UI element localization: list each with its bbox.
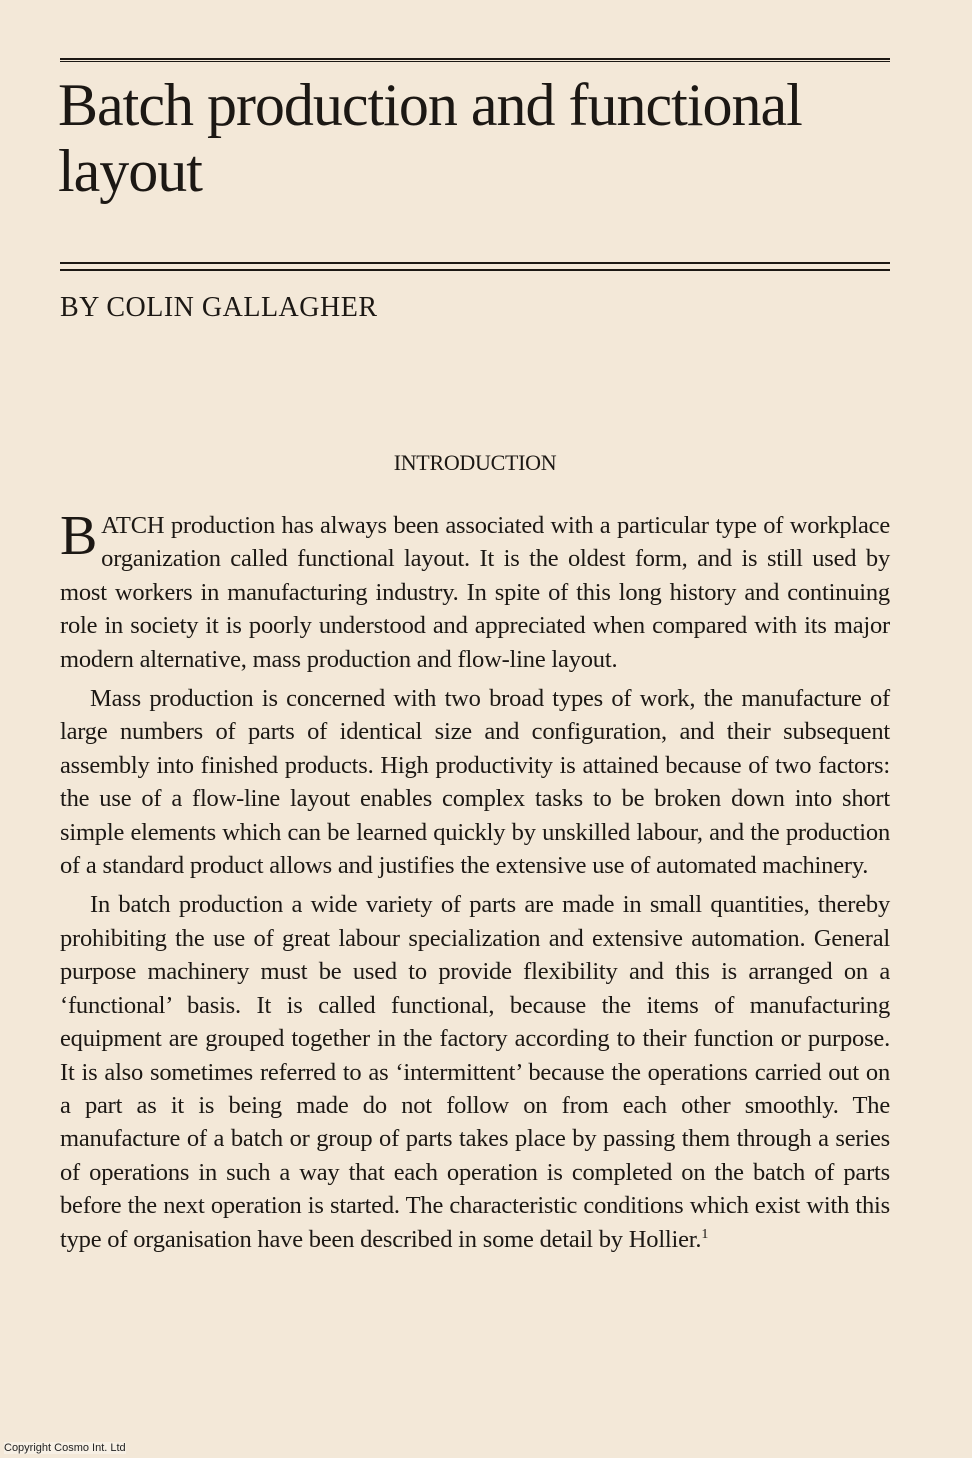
paragraph-3-text: In batch production a wide variety of parts are made in small quantities, thereby prohibiting the use of great labour specialization and extensive automation. General purpose machinery must be used to provide flexibility and this is arranged on a ‘functional’ basis. It is called functional, because the items of manufacturing equipment are grouped together in the factory according to their function or purpose. It is also sometimes referred to as ‘intermittent’ because the operations carried out on a part as it is being made do not follow on from each other smoothly. The manufacture of a batch or group of parts takes place by passing them through a series of operations in such a way that each operation is completed on the batch of parts before the next operation is started. The characteristic conditions which exist with this type of organisation have been described in some detail by Hollier.: [60, 891, 890, 1253]
paragraph-1: [60, 505, 890, 676]
paragraph-1-text: ATCH production has always been associated with a particular type of workplace organization called functional layout. It is the oldest form, and is still used by most workers in manufacturing industry. In spite of this long history and continuing role in society it is poorly understood and appreciated when compared with its major modern alternative, mass production and flow-line layout.: [60, 512, 890, 673]
copyright-watermark: Copyright Cosmo Int. Ltd: [4, 1442, 126, 1454]
paragraph-2: Mass production is concerned with two broad types of work, the manufacture of large numbers of parts of identical size and configuration, and their subsequent assembly into finished products. High productivity is attained because of two factors: the use of a flow-line layout enables complex tasks to be broken down into short simple elements which can be learned quickly by unskilled labour, and the production of a standard product allows and justifies the extensive use of automated machinery.: [60, 685, 890, 880]
drop-cap: B: [60, 505, 98, 567]
article-title: Batch production and functional layout: [58, 72, 802, 204]
byline: BY COLIN GALLAGHER: [60, 292, 378, 323]
title-rule-top: [60, 58, 890, 62]
section-heading: INTRODUCTION: [393, 450, 557, 475]
title-rule-bottom: [60, 262, 890, 271]
footnote-marker: 1: [701, 1226, 709, 1242]
paragraph-3: [60, 888, 890, 1255]
article-body: [60, 505, 890, 1262]
